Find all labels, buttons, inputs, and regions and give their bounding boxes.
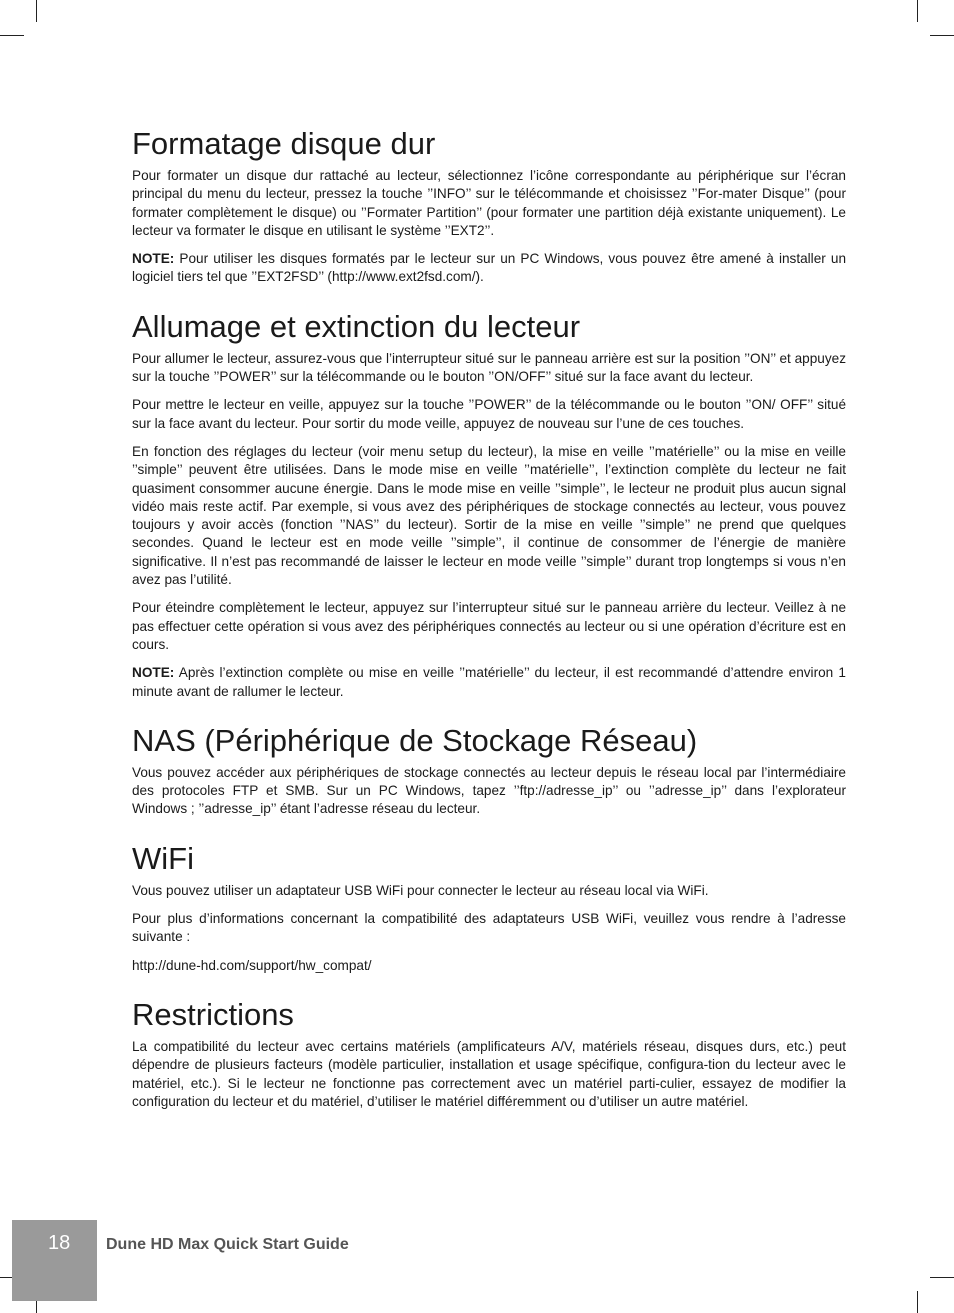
crop-mark	[930, 1277, 954, 1278]
note-paragraph	[132, 250, 846, 287]
paragraph: La compatibilité du lecteur avec certains matériels (amplificateurs A/V, matériels réseau, disques durs, etc.) peut dépendre de plusieurs facteurs (modèle particulier, installation et usage spécifique, configura-tion du lecteur avec le matériel, etc.). Si le lecteur ne fonctionne pas correctement avec un matériel parti-culier, essayez de modifier la configuration du lecteur et du matériel, d’utiliser le matériel différemment ou d’utiliser un autre matériel.	[132, 1038, 846, 1109]
crop-mark	[917, 1291, 918, 1313]
note-label: NOTE:	[132, 251, 175, 267]
note-text: Après l’extinction complète ou mise en veille ’’matérielle’’ du lecteur, il est recommandé d’attendre environ 1 minute avant de rallumer le lecteur.	[132, 665, 846, 699]
crop-mark	[917, 0, 918, 22]
page-number: 18	[48, 1232, 71, 1254]
section-nas	[132, 721, 846, 819]
section-title: Allumage et extinction du lecteur	[132, 308, 581, 344]
paragraph: Vous pouvez accéder aux périphériques de stockage connectés au lecteur depuis le réseau local par l’intermédiaire des protocoles FTP et SMB. Sur un PC Windows, tapez ’’ftp://adresse_ip’’ ou ’’adresse_ip’’ dans l’explorateur Windows ; ’’adresse_ip’’ étant l’adresse réseau du lecteur.	[132, 764, 846, 817]
paragraph: Pour mettre le lecteur en veille, appuyez sur la touche ’’POWER’’ de la télécommande ou le bouton ’’ON/ OFF’’ situé sur la face avant du lecteur. Pour sortir du mode veille, appuyez de nouveau sur l’une de ces touches.	[132, 397, 846, 431]
section-wifi	[132, 839, 846, 975]
paragraph: Pour formater un disque dur rattaché au lecteur, sélectionnez l’icône correspondante au périphérique sur l’écran principal du menu du lecteur, pressez la touche ’’INFO’’ sur le télécommande et choisissez ’’For-mater Disque’’ (pour formater complètement le disque) ou ’’Formater Partition’’ (pour formater une partition déjà existante uniquement). Le lecteur va formater le disque en utilisant le système ’’EXT2’’.	[132, 168, 846, 238]
note-text: Pour utiliser les disques formatés par le lecteur sur un PC Windows, vous pouvez être amené à installer un logiciel tiers tel que ’’EXT2FSD’’ (http://www.ext2fsd.com/).	[132, 251, 846, 285]
section-title: Restrictions	[132, 996, 294, 1032]
crop-mark	[0, 35, 24, 36]
crop-mark	[930, 35, 954, 36]
document-body	[132, 124, 846, 1121]
paragraph: Pour allumer le lecteur, assurez-vous que l’interrupteur situé sur le panneau arrière est sur la position ’’ON’’ et appuyez sur la touche ’’POWER’’ sur la télécommande ou le bouton ’’ON/OFF’’ situé sur la face avant du lecteur.	[132, 350, 846, 385]
section-title: WiFi	[132, 840, 194, 876]
guide-title: Dune HD Max Quick Start Guide	[106, 1236, 349, 1253]
section-title: NAS (Périphérique de Stockage Réseau)	[132, 722, 698, 758]
url-text: http://dune-hd.com/support/hw_compat/	[132, 957, 372, 973]
paragraph: Vous pouvez utiliser un adaptateur USB WiFi pour connecter le lecteur au réseau local via WiFi.	[132, 882, 709, 898]
paragraph: En fonction des réglages du lecteur (voir menu setup du lecteur), la mise en veille ’’matérielle’’ ou la mise en veille ’’simple’’ peuvent être utilisées. Dans le mode mise en veille ’’matérielle’’, l’extinction complète du lecteur ne fait quasiment consommer aucune énergie. Dans le mode mise en veille ’’simple’’, le lecteur ne produit plus aucun signal vidéo mais reste actif. Par exemple, si vous avez des périphériques de stockage connectés au lecteur, vous pouvez toujours y avoir accès (fonction ’’NAS’’ du lecteur). Sortir de la mise en veille ’’simple’’ ne prend que quelques secondes. Quand le lecteur est en mode veille ’’simple’’, il continue de consommer de l’énergie de manière significative. Il n’est pas recommandé de laisser le lecteur en mode veille ’’simple’’ durant trop longtemps si vous n’en avez pas l’utilité.	[132, 443, 846, 588]
paragraph: Pour plus d’informations concernant la compatibilité des adaptateurs USB WiFi, veuillez vous rendre à l’adresse suivante :	[132, 911, 846, 945]
section-allumage	[132, 307, 846, 701]
section-restrictions	[132, 995, 846, 1111]
paragraph: Pour éteindre complètement le lecteur, appuyez sur l’interrupteur situé sur le panneau arrière du lecteur. Veillez à ne pas effectuer cette opération si vous avez des périphériques connectés au lecteur ou si une opération d’écriture est en cours.	[132, 600, 846, 652]
section-formatage	[132, 124, 846, 287]
note-paragraph	[132, 664, 846, 701]
crop-mark	[36, 0, 37, 22]
note-label: NOTE:	[132, 665, 175, 681]
section-title: Formatage disque dur	[132, 126, 436, 161]
